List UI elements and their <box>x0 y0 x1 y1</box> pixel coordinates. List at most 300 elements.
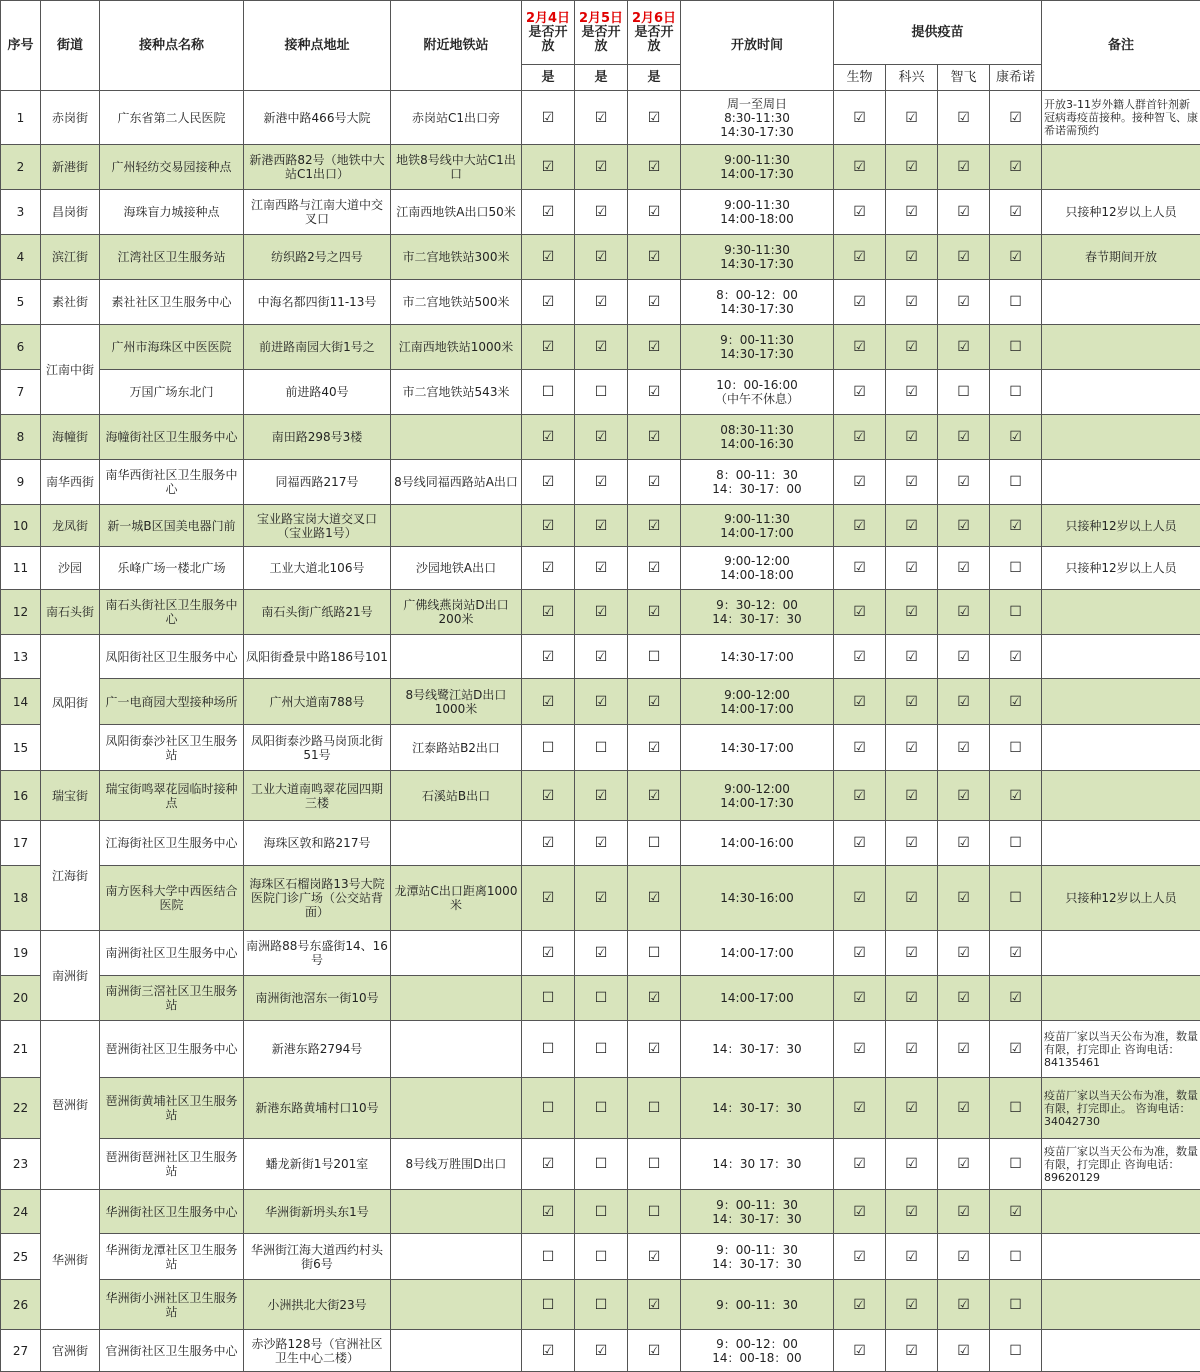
vaccine-kexing-checkbox: ☑ <box>886 976 938 1021</box>
day-1-open-checkbox: ☑ <box>522 145 575 190</box>
metro-station <box>391 1330 522 1372</box>
vaccine-zhifei-checkbox: ☑ <box>938 325 990 370</box>
vaccine-kexing-checkbox: ☑ <box>886 1234 938 1280</box>
day-2-open-checkbox: ☑ <box>575 931 628 976</box>
day-3-open-checkbox: ☐ <box>628 821 681 866</box>
vaccine-kangxinuo-checkbox: ☐ <box>990 460 1042 505</box>
street-cell: 滨江街 <box>41 235 100 280</box>
metro-station <box>391 1280 522 1330</box>
site-name: 官洲街社区卫生服务中心 <box>100 1330 244 1372</box>
metro-station: 沙园地铁A出口 <box>391 547 522 590</box>
site-address: 凤阳街叠景中路186号101 <box>244 635 391 679</box>
day-1-open-checkbox: ☑ <box>522 931 575 976</box>
vaccine-shengwu-checkbox: ☑ <box>834 1021 886 1078</box>
vaccine-shengwu-checkbox: ☑ <box>834 725 886 771</box>
day-3-open-checkbox: ☑ <box>628 415 681 460</box>
remark <box>1042 931 1200 976</box>
opening-hours: 08:30-11:30 14:00-16:30 <box>681 415 834 460</box>
vaccine-zhifei-checkbox: ☑ <box>938 866 990 931</box>
day-3-open-checkbox: ☑ <box>628 145 681 190</box>
street-cell: 素社街 <box>41 280 100 325</box>
opening-hours: 8：00-11：30 14：30-17：00 <box>681 460 834 505</box>
day-3-open-checkbox: ☑ <box>628 460 681 505</box>
day-3-open-checkbox: ☑ <box>628 91 681 145</box>
day-2-date: 2月5日 <box>578 10 624 26</box>
vaccine-kangxinuo-checkbox: ☑ <box>990 235 1042 280</box>
vaccine-kexing-checkbox: ☑ <box>886 280 938 325</box>
vaccine-shengwu-checkbox: ☑ <box>834 505 886 547</box>
opening-hours: 9：00-11：30 <box>681 1280 834 1330</box>
header-remark: 备注 <box>1042 1 1200 91</box>
metro-station <box>391 1078 522 1139</box>
day-2-open-checkbox: ☑ <box>575 505 628 547</box>
vaccine-kangxinuo-checkbox: ☑ <box>990 190 1042 235</box>
header-hours: 开放时间 <box>681 1 834 91</box>
table-row <box>1 460 1200 505</box>
site-address: 南洲街池滘东一街10号 <box>244 976 391 1021</box>
day-3-open-checkbox: ☑ <box>628 976 681 1021</box>
opening-hours: 9:00-11:30 14:00-17:00 <box>681 505 834 547</box>
site-name: 南华西街社区卫生服务中心 <box>100 460 244 505</box>
table-row <box>1 1021 1200 1078</box>
vaccine-kangxinuo-checkbox: ☑ <box>990 771 1042 821</box>
site-name: 琶洲街黄埔社区卫生服务站 <box>100 1078 244 1139</box>
day-1-open-checkbox: ☐ <box>522 1078 575 1139</box>
row-no: 5 <box>1 280 41 325</box>
metro-station <box>391 931 522 976</box>
vaccine-shengwu-checkbox: ☑ <box>834 1078 886 1139</box>
vaccine-kexing-checkbox: ☑ <box>886 725 938 771</box>
row-no: 8 <box>1 415 41 460</box>
vaccine-kexing-checkbox: ☑ <box>886 771 938 821</box>
day-1-open-checkbox: ☑ <box>522 1190 575 1234</box>
remark <box>1042 679 1200 725</box>
day-3-open-checkbox: ☑ <box>628 1280 681 1330</box>
vaccine-shengwu-checkbox: ☑ <box>834 679 886 725</box>
table-row <box>1 1078 1200 1139</box>
row-no: 17 <box>1 821 41 866</box>
day-2-open-checkbox: ☑ <box>575 1330 628 1372</box>
site-name: 瑞宝街鸣翠花园临时接种点 <box>100 771 244 821</box>
remark: 春节期间开放 <box>1042 235 1200 280</box>
opening-hours: 9:00-12:00 14:00-18:00 <box>681 547 834 590</box>
vaccine-kexing-checkbox: ☑ <box>886 325 938 370</box>
row-no: 21 <box>1 1021 41 1078</box>
header-day-2-sub: 是 <box>575 65 628 91</box>
day-1-open-checkbox: ☑ <box>522 1139 575 1190</box>
day-3-open-checkbox: ☑ <box>628 679 681 725</box>
site-address: 蟠龙新街1号201室 <box>244 1139 391 1190</box>
vaccine-kexing-checkbox: ☑ <box>886 679 938 725</box>
site-address: 新港东路2794号 <box>244 1021 391 1078</box>
remark <box>1042 976 1200 1021</box>
table-row <box>1 679 1200 725</box>
site-address: 同福西路217号 <box>244 460 391 505</box>
opening-hours: 周一至周日 8:30-11:30 14:30-17:30 <box>681 91 834 145</box>
table-row <box>1 325 1200 370</box>
site-name: 新一城B区国美电器门前 <box>100 505 244 547</box>
vaccine-kexing-checkbox: ☑ <box>886 931 938 976</box>
row-no: 18 <box>1 866 41 931</box>
vaccine-kexing-checkbox: ☑ <box>886 370 938 415</box>
vaccine-kangxinuo-checkbox: ☑ <box>990 1021 1042 1078</box>
row-no: 16 <box>1 771 41 821</box>
vaccine-shengwu-checkbox: ☑ <box>834 190 886 235</box>
row-no: 6 <box>1 325 41 370</box>
day-3-open-checkbox: ☐ <box>628 1190 681 1234</box>
table-row <box>1 635 1200 679</box>
row-no: 10 <box>1 505 41 547</box>
site-name: 乐峰广场一楼北广场 <box>100 547 244 590</box>
row-no: 19 <box>1 931 41 976</box>
vaccine-shengwu-checkbox: ☑ <box>834 1234 886 1280</box>
vaccine-shengwu-checkbox: ☑ <box>834 1139 886 1190</box>
vaccine-zhifei-checkbox: ☑ <box>938 1234 990 1280</box>
row-no: 12 <box>1 590 41 635</box>
vaccine-kangxinuo-checkbox: ☐ <box>990 1280 1042 1330</box>
vaccine-shengwu-checkbox: ☑ <box>834 145 886 190</box>
row-no: 1 <box>1 91 41 145</box>
day-3-date: 2月6日 <box>631 10 677 26</box>
vaccine-shengwu-checkbox: ☑ <box>834 280 886 325</box>
vaccine-kexing-checkbox: ☑ <box>886 1330 938 1372</box>
street-cell: 昌岗街 <box>41 190 100 235</box>
remark <box>1042 1280 1200 1330</box>
day-3-open-checkbox: ☐ <box>628 1078 681 1139</box>
site-name: 凤阳街泰沙社区卫生服务站 <box>100 725 244 771</box>
day-1-open-checkbox: ☐ <box>522 725 575 771</box>
vaccine-kexing-checkbox: ☑ <box>886 866 938 931</box>
table-row <box>1 931 1200 976</box>
remark: 疫苗厂家以当天公布为准，数量有限，打完即止 咨询电话：89620129 <box>1042 1139 1200 1190</box>
day-2-open-checkbox: ☑ <box>575 190 628 235</box>
site-name: 广东省第二人民医院 <box>100 91 244 145</box>
metro-station <box>391 1234 522 1280</box>
header-metro: 附近地铁站 <box>391 1 522 91</box>
day-3-open-checkbox: ☑ <box>628 235 681 280</box>
day-2-open-checkbox: ☐ <box>575 1190 628 1234</box>
site-name: 海幢街社区卫生服务中心 <box>100 415 244 460</box>
street-cell: 琶洲街 <box>41 1021 100 1190</box>
site-address: 江南西路与江南大道中交叉口 <box>244 190 391 235</box>
vaccine-shengwu-checkbox: ☑ <box>834 325 886 370</box>
vaccine-zhifei-checkbox: ☑ <box>938 235 990 280</box>
street-cell: 南洲街 <box>41 931 100 1021</box>
table-row <box>1 771 1200 821</box>
metro-station: 地铁8号线中大站C1出口 <box>391 145 522 190</box>
remark <box>1042 725 1200 771</box>
site-name: 南洲街社区卫生服务中心 <box>100 931 244 976</box>
site-address: 新港东路黄埔村口10号 <box>244 1078 391 1139</box>
day-2-open-checkbox: ☑ <box>575 590 628 635</box>
row-no: 23 <box>1 1139 41 1190</box>
site-address: 华洲街新坍头东1号 <box>244 1190 391 1234</box>
day-1-open-checkbox: ☑ <box>522 547 575 590</box>
vaccine-zhifei-checkbox: ☑ <box>938 505 990 547</box>
remark <box>1042 771 1200 821</box>
row-no: 15 <box>1 725 41 771</box>
site-address: 中海名都四街11-13号 <box>244 280 391 325</box>
remark: 疫苗厂家以当天公布为准，数量有限，打完即止 咨询电话：84135461 <box>1042 1021 1200 1078</box>
vaccine-kangxinuo-checkbox: ☑ <box>990 679 1042 725</box>
opening-hours: 14:00-17:00 <box>681 976 834 1021</box>
street-cell: 沙园 <box>41 547 100 590</box>
day-1-open-checkbox: ☑ <box>522 866 575 931</box>
header-address: 接种点地址 <box>244 1 391 91</box>
row-no: 13 <box>1 635 41 679</box>
vaccine-zhifei-checkbox: ☑ <box>938 635 990 679</box>
street-cell: 赤岗街 <box>41 91 100 145</box>
header-day-3-sub: 是 <box>628 65 681 91</box>
metro-station: 赤岗站C1出口旁 <box>391 91 522 145</box>
remark <box>1042 1190 1200 1234</box>
metro-station <box>391 1190 522 1234</box>
street-cell: 海幢街 <box>41 415 100 460</box>
metro-station <box>391 976 522 1021</box>
day-3-open-checkbox: ☑ <box>628 547 681 590</box>
table-row <box>1 415 1200 460</box>
opening-hours: 9:30-11:30 14:30-17:30 <box>681 235 834 280</box>
vaccine-shengwu-checkbox: ☑ <box>834 590 886 635</box>
metro-station: 市二宫地铁站300米 <box>391 235 522 280</box>
opening-hours: 9:00-12:00 14:00-17:00 <box>681 679 834 725</box>
vaccine-kangxinuo-checkbox: ☐ <box>990 280 1042 325</box>
metro-station <box>391 635 522 679</box>
remark <box>1042 415 1200 460</box>
vaccine-kexing-checkbox: ☑ <box>886 821 938 866</box>
vaccine-kexing-checkbox: ☑ <box>886 1078 938 1139</box>
vaccine-shengwu-checkbox: ☑ <box>834 931 886 976</box>
table-row <box>1 145 1200 190</box>
opening-hours: 14：30-17：30 <box>681 1021 834 1078</box>
vaccine-kexing-checkbox: ☑ <box>886 145 938 190</box>
site-name: 华洲街社区卫生服务中心 <box>100 1190 244 1234</box>
site-name: 华洲街小洲社区卫生服务站 <box>100 1280 244 1330</box>
metro-station: 石溪站B出口 <box>391 771 522 821</box>
opening-hours: 10：00-16:00 （中午不休息） <box>681 370 834 415</box>
day-3-open-checkbox: ☑ <box>628 370 681 415</box>
remark: 开放3-11岁外籍人群首针剂新冠病毒疫苗接种。接种智飞、康希诺需预约 <box>1042 91 1200 145</box>
vaccine-zhifei-checkbox: ☑ <box>938 280 990 325</box>
row-no: 3 <box>1 190 41 235</box>
day-3-open-checkbox: ☑ <box>628 505 681 547</box>
site-name: 南洲街三滘社区卫生服务站 <box>100 976 244 1021</box>
day-3-open-checkbox: ☐ <box>628 1139 681 1190</box>
vaccine-shengwu-checkbox: ☑ <box>834 1190 886 1234</box>
vaccine-shengwu-checkbox: ☑ <box>834 866 886 931</box>
vaccine-zhifei-checkbox: ☑ <box>938 1330 990 1372</box>
vaccine-kexing-checkbox: ☑ <box>886 1021 938 1078</box>
header-day-2 <box>575 1 628 65</box>
table-row <box>1 725 1200 771</box>
day-2-open-checkbox: ☑ <box>575 91 628 145</box>
header-no: 序号 <box>1 1 41 91</box>
remark <box>1042 280 1200 325</box>
table-row <box>1 821 1200 866</box>
vaccine-shengwu-checkbox: ☑ <box>834 1330 886 1372</box>
day-2-open-checkbox: ☑ <box>575 866 628 931</box>
day-1-open-checkbox: ☑ <box>522 190 575 235</box>
site-name: 凤阳街社区卫生服务中心 <box>100 635 244 679</box>
table-row <box>1 1190 1200 1234</box>
day-1-open-checkbox: ☑ <box>522 771 575 821</box>
vaccine-zhifei-checkbox: ☑ <box>938 145 990 190</box>
remark <box>1042 635 1200 679</box>
metro-station: 8号线同福西路站A出口 <box>391 460 522 505</box>
header-day-3 <box>628 1 681 65</box>
table-row <box>1 280 1200 325</box>
table-row <box>1 866 1200 931</box>
street-cell: 龙凤街 <box>41 505 100 547</box>
vaccine-kangxinuo-checkbox: ☐ <box>990 1078 1042 1139</box>
vaccine-shengwu-checkbox: ☑ <box>834 415 886 460</box>
day-3-open-checkbox: ☑ <box>628 1234 681 1280</box>
metro-station <box>391 1021 522 1078</box>
vaccine-kangxinuo-checkbox: ☐ <box>990 1139 1042 1190</box>
day-1-open-checkbox: ☑ <box>522 1330 575 1372</box>
site-name: 江海街社区卫生服务中心 <box>100 821 244 866</box>
vaccine-zhifei-checkbox: ☑ <box>938 190 990 235</box>
day-1-open-checkbox: ☑ <box>522 235 575 280</box>
day-2-open-checkbox: ☐ <box>575 725 628 771</box>
day-3-open-checkbox: ☑ <box>628 866 681 931</box>
vaccine-shengwu-checkbox: ☑ <box>834 370 886 415</box>
remark: 只接种12岁以上人员 <box>1042 505 1200 547</box>
street-cell: 新港街 <box>41 145 100 190</box>
table-row <box>1 1234 1200 1280</box>
vaccine-zhifei-checkbox: ☑ <box>938 1190 990 1234</box>
header-day-1 <box>522 1 575 65</box>
vaccine-kexing-checkbox: ☑ <box>886 190 938 235</box>
day-2-open-checkbox: ☑ <box>575 325 628 370</box>
table-row <box>1 235 1200 280</box>
metro-station: 市二宫地铁站543米 <box>391 370 522 415</box>
vaccine-zhifei-checkbox: ☑ <box>938 771 990 821</box>
opening-hours: 9：30-12：00 14：30-17：30 <box>681 590 834 635</box>
day-2-open-checkbox: ☐ <box>575 1021 628 1078</box>
opening-hours: 14:00-17:00 <box>681 931 834 976</box>
header-site-name: 接种点名称 <box>100 1 244 91</box>
vaccine-kangxinuo-checkbox: ☑ <box>990 635 1042 679</box>
opening-hours: 14:30-17:00 <box>681 725 834 771</box>
vaccine-shengwu-checkbox: ☑ <box>834 547 886 590</box>
opening-hours: 9:00-12:00 14:00-17:30 <box>681 771 834 821</box>
day-2-open-checkbox: ☐ <box>575 976 628 1021</box>
metro-station: 8号线万胜围D出口 <box>391 1139 522 1190</box>
row-no: 11 <box>1 547 41 590</box>
metro-station: 广佛线燕岗站D出口200米 <box>391 590 522 635</box>
day-1-open-checkbox: ☐ <box>522 1280 575 1330</box>
site-address: 广州大道南788号 <box>244 679 391 725</box>
table-row <box>1 505 1200 547</box>
vaccine-kexing-checkbox: ☑ <box>886 505 938 547</box>
site-address: 小洲拱北大街23号 <box>244 1280 391 1330</box>
day-1-open-checkbox: ☑ <box>522 505 575 547</box>
row-no: 7 <box>1 370 41 415</box>
site-name: 华洲街龙潭社区卫生服务站 <box>100 1234 244 1280</box>
opening-hours: 9：00-11：30 14：30-17：30 <box>681 1234 834 1280</box>
table-row <box>1 590 1200 635</box>
metro-station: 江南西地铁A出口50米 <box>391 190 522 235</box>
vaccine-zhifei-checkbox: ☑ <box>938 1078 990 1139</box>
day-3-open-checkbox: ☑ <box>628 280 681 325</box>
site-name: 南方医科大学中西医结合医院 <box>100 866 244 931</box>
day-2-open-checkbox: ☑ <box>575 145 628 190</box>
row-no: 25 <box>1 1234 41 1280</box>
vaccine-kexing-checkbox: ☑ <box>886 635 938 679</box>
opening-hours: 8：00-12：00 14:30-17:30 <box>681 280 834 325</box>
opening-hours: 14:00-16:00 <box>681 821 834 866</box>
vaccine-shengwu-checkbox: ☑ <box>834 460 886 505</box>
day-3-open-checkbox: ☑ <box>628 325 681 370</box>
day-1-open-checkbox: ☑ <box>522 415 575 460</box>
remark <box>1042 590 1200 635</box>
day-3-open-checkbox: ☑ <box>628 590 681 635</box>
vaccine-kangxinuo-checkbox: ☐ <box>990 1330 1042 1372</box>
site-address: 纺织路2号之四号 <box>244 235 391 280</box>
table-row <box>1 1139 1200 1190</box>
vaccine-zhifei-checkbox: ☑ <box>938 91 990 145</box>
vaccine-shengwu-checkbox: ☑ <box>834 1280 886 1330</box>
vaccine-zhifei-checkbox: ☑ <box>938 1280 990 1330</box>
opening-hours: 14:30-17:00 <box>681 635 834 679</box>
day-3-open-checkbox: ☑ <box>628 1330 681 1372</box>
street-cell: 江南中街 <box>41 325 100 415</box>
street-cell: 华洲街 <box>41 1190 100 1330</box>
vaccine-zhifei-checkbox: ☑ <box>938 976 990 1021</box>
table-row <box>1 976 1200 1021</box>
vaccine-zhifei-checkbox: ☑ <box>938 931 990 976</box>
day-3-open-checkbox: ☑ <box>628 771 681 821</box>
vaccine-zhifei-checkbox: ☐ <box>938 370 990 415</box>
vaccine-shengwu-checkbox: ☑ <box>834 235 886 280</box>
row-no: 14 <box>1 679 41 725</box>
opening-hours: 9：00-11:30 14:30-17:30 <box>681 325 834 370</box>
street-cell: 南华西街 <box>41 460 100 505</box>
vaccine-shengwu-checkbox: ☑ <box>834 976 886 1021</box>
street-cell: 凤阳街 <box>41 635 100 771</box>
header-day-1-sub: 是 <box>522 65 575 91</box>
remark: 只接种12岁以上人员 <box>1042 190 1200 235</box>
day-1-open-checkbox: ☑ <box>522 325 575 370</box>
street-cell: 官洲街 <box>41 1330 100 1372</box>
opening-hours: 14：30-17：30 <box>681 1078 834 1139</box>
header-street: 街道 <box>41 1 100 91</box>
day-2-open-checkbox: ☑ <box>575 460 628 505</box>
street-cell: 江海街 <box>41 821 100 931</box>
day-2-open-checkbox: ☑ <box>575 547 628 590</box>
vaccine-kexing-checkbox: ☑ <box>886 460 938 505</box>
day-2-open-checkbox: ☐ <box>575 1280 628 1330</box>
metro-station: 江南西地铁站1000米 <box>391 325 522 370</box>
vaccine-kangxinuo-checkbox: ☐ <box>990 547 1042 590</box>
metro-station: 市二宫地铁站500米 <box>391 280 522 325</box>
day-2-open-checkbox: ☐ <box>575 1234 628 1280</box>
vaccine-zhifei-checkbox: ☑ <box>938 1021 990 1078</box>
remark <box>1042 325 1200 370</box>
row-no: 2 <box>1 145 41 190</box>
opening-hours: 9：00-11：30 14：30-17：30 <box>681 1190 834 1234</box>
vaccine-kangxinuo-checkbox: ☑ <box>990 91 1042 145</box>
table-row <box>1 370 1200 415</box>
day-1-date: 2月4日 <box>525 10 571 26</box>
metro-station <box>391 505 522 547</box>
remark <box>1042 1330 1200 1372</box>
site-address: 新港西路82号（地铁中大站C1出口） <box>244 145 391 190</box>
vaccine-shengwu-checkbox: ☑ <box>834 821 886 866</box>
opening-hours: 14:30-16:00 <box>681 866 834 931</box>
metro-station: 江泰路站B2出口 <box>391 725 522 771</box>
